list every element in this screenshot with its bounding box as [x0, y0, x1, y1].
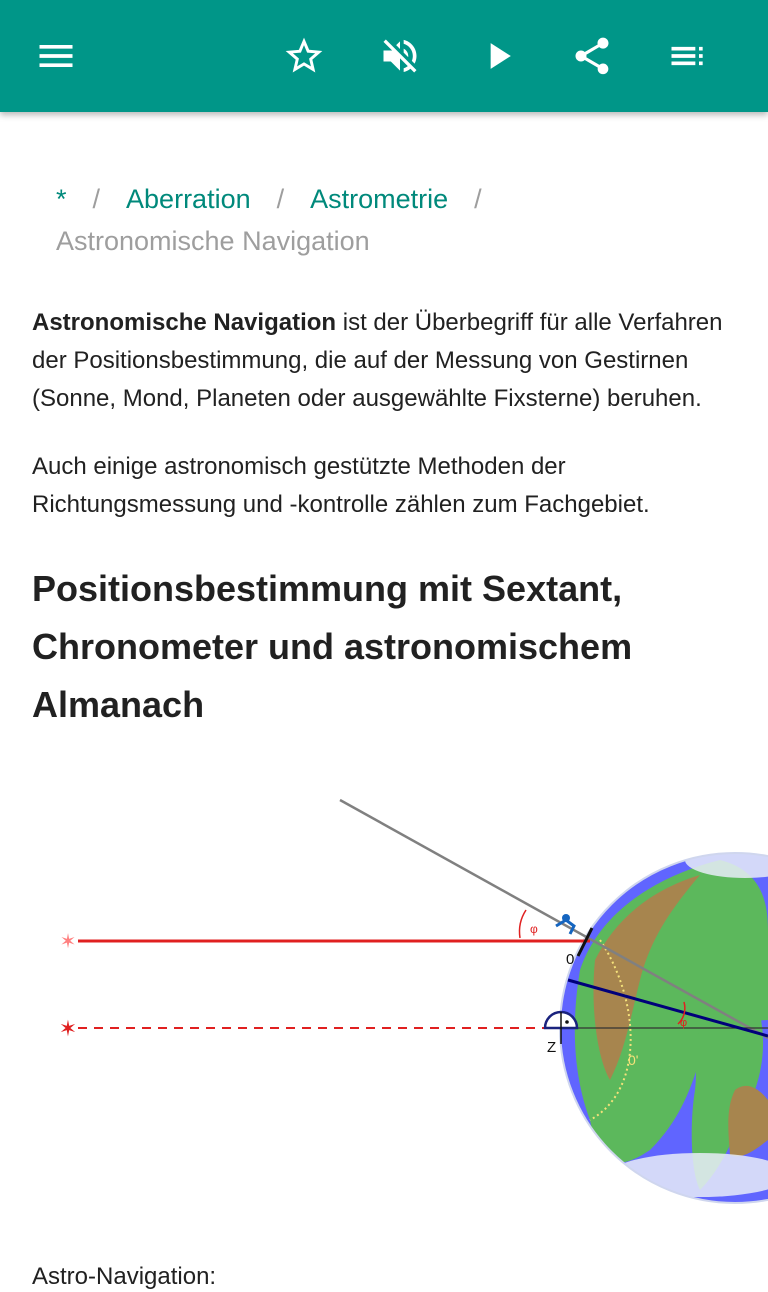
playlist-icon [666, 34, 710, 78]
zero-prime-label: 0' [628, 1052, 639, 1068]
breadcrumb-separator: / [92, 184, 101, 214]
bookmark-button[interactable] [272, 24, 336, 88]
intro-text: ist der Überbegriff für alle Verfahren der Positionsbestimmung, die auf der Messung von Gestirnen (Sonne, Mond, Planeten oder ausgewählte Fixsterne) beruhen. [32, 309, 723, 412]
breadcrumb-item-astrometrie[interactable]: Astrometrie [310, 184, 449, 214]
second-paragraph: Auch einige astronomisch gestützte Methoden der Richtungsmessung und -kontrolle zählen zum Fachgebiet. [32, 453, 650, 518]
app-bar [0, 0, 768, 112]
astro-navigation-diagram [0, 790, 768, 1210]
menu-button[interactable] [24, 24, 88, 88]
volume-off-icon [378, 34, 422, 78]
intro-paragraph [32, 304, 736, 418]
star-icon: ✶ [58, 1016, 78, 1041]
phi-label-top: φ [530, 922, 538, 936]
section-heading: Positionsbestimmung mit Sextant, Chronometer und astronomischem Almanach [32, 568, 633, 725]
astro-navigation-figure[interactable] [0, 790, 768, 1210]
play-button[interactable] [466, 24, 530, 88]
intro-bold-term: Astronomische Navigation [32, 309, 337, 336]
breadcrumb-separator: / [474, 184, 482, 214]
phi-label-globe: φ [680, 1017, 688, 1029]
breadcrumb-home[interactable]: * [56, 184, 67, 214]
share-button[interactable] [560, 24, 624, 88]
breadcrumb [32, 178, 736, 262]
contents-button[interactable] [656, 24, 720, 88]
play-icon [476, 34, 520, 78]
article-content [32, 112, 736, 734]
mute-button[interactable] [368, 24, 432, 88]
zero-label: 0 [566, 951, 575, 968]
z-label: Z [547, 1039, 557, 1056]
figure-caption: Astro-Navigation: [32, 1263, 217, 1290]
star-icon-faint: ✶ [59, 931, 77, 953]
star-outline-icon [282, 34, 326, 78]
share-icon [570, 34, 614, 78]
menu-icon [34, 34, 78, 78]
breadcrumb-separator: / [276, 184, 285, 214]
breadcrumb-current: Astronomische Navigation [56, 226, 370, 256]
breadcrumb-item-aberration[interactable]: Aberration [126, 184, 251, 214]
globe [560, 842, 768, 1203]
